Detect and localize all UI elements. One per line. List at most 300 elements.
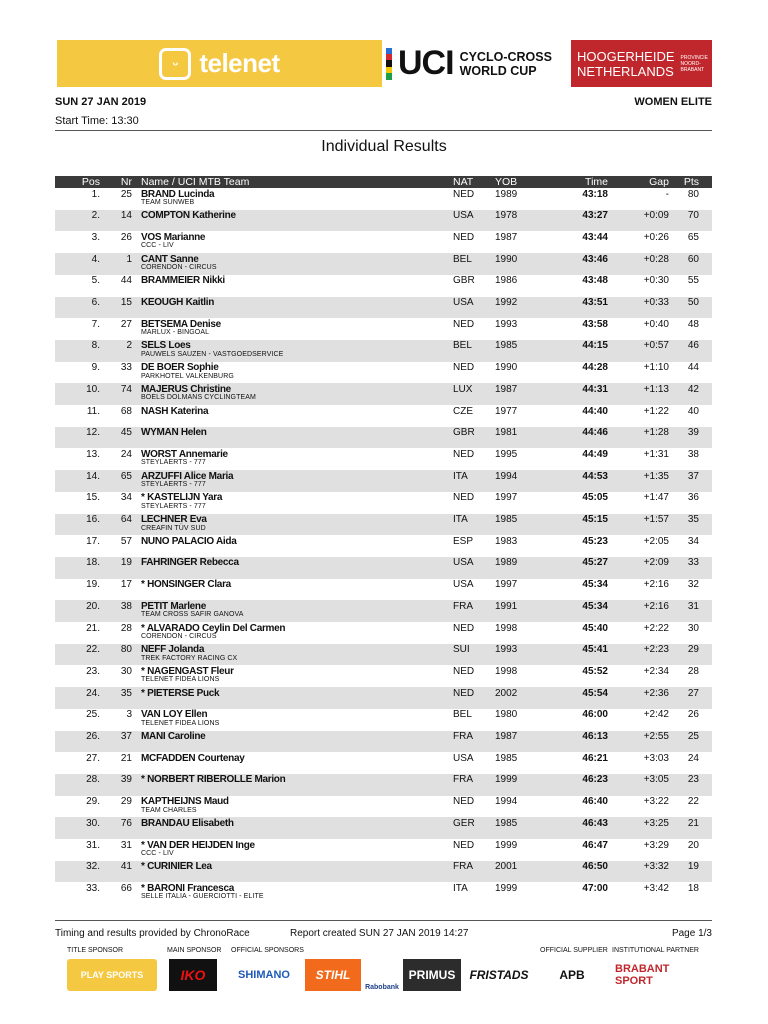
row-pts: 21 [687,817,699,829]
row-yob: 1999 [495,882,518,894]
row-nat: SUI [453,644,470,656]
row-name: ARZUFFI Alice Maria [141,470,234,482]
row-gap: +0:09 [643,210,669,222]
row-nat: NED [453,231,475,243]
row-nat: ITA [453,882,468,894]
row-name: * HONSINGER Clara [141,579,231,591]
row-nat: ITA [453,514,468,525]
row-nr: 33 [120,362,132,374]
table-row [55,882,712,904]
row-time: 46:47 [582,839,608,851]
row-gap: +0:30 [643,275,669,287]
apb-logo: APB [559,968,585,982]
row-nr: 24 [120,448,132,460]
row-pts: 34 [687,535,699,547]
row-time: 46:43 [582,817,608,829]
row-nat: FRA [453,731,473,742]
row-yob: 1978 [495,210,518,222]
row-nr: 34 [120,492,132,504]
row-team: STEYLAERTS - 777 [141,481,206,489]
playsports-logo: PLAY SPORTS [67,959,157,991]
row-time: 43:46 [582,253,608,265]
row-time: 44:46 [582,427,608,439]
row-pos: 23. [86,665,100,677]
table-row [55,297,712,319]
row-nat: NED [453,622,475,634]
row-nr: 1 [126,253,132,265]
row-pts: 27 [687,687,699,699]
row-nat: NED [453,839,475,851]
row-yob: 1994 [495,470,518,482]
row-nr: 65 [120,470,132,482]
row-nr: 25 [120,188,132,200]
row-nr: 57 [120,535,132,547]
row-gap: +2:16 [643,600,669,612]
row-gap: +2:05 [643,535,669,547]
row-team: PAUWELS SAUZEN - VASTGOEDSERVICE [141,350,284,358]
table-row [55,709,712,731]
table-row [55,731,712,753]
row-pts: 35 [687,514,699,525]
row-pos: 16. [86,514,100,525]
row-gap: +2:55 [643,731,669,742]
brabant-sport-logo: BRABANT SPORT [615,963,670,987]
row-yob: 1999 [495,774,518,786]
row-name: BRANDAU Elisabeth [141,817,234,829]
row-nr: 37 [120,731,132,742]
header-banner [57,40,712,87]
col-pos: Pos [81,176,100,188]
row-pts: 70 [687,210,699,222]
row-team: CORENDON - CIRCUS [141,264,217,272]
row-pts: 46 [687,340,699,352]
row-pts: 37 [687,470,699,482]
sponsor-label-title: TITLE SPONSOR [67,947,124,954]
row-nr: 26 [120,231,132,243]
row-pos: 14. [86,470,100,482]
row-pts: 18 [687,882,699,894]
row-pos: 8. [91,340,100,352]
report-created: Report created SUN 27 JAN 2019 14:27 [290,928,469,939]
venue-line-1: HOOGERHEIDE [577,48,675,64]
row-pos: 32. [86,861,100,873]
row-team: TEAM CHARLES [141,806,197,814]
row-nat: NED [453,362,475,374]
row-name: COMPTON Katherine [141,210,236,222]
row-gap: +1:13 [643,383,669,395]
row-name: KEOUGH Kaitlin [141,297,215,308]
table-row [55,622,712,644]
col-nat: NAT [453,176,474,188]
row-team: TELENET FIDEA LIONS [141,676,220,684]
sponsor-label-supplier: OFFICIAL SUPPLIER [540,947,608,954]
row-gap: +0:28 [643,253,669,265]
row-yob: 1990 [495,362,518,374]
row-gap: +1:10 [643,362,669,374]
row-pos: 15. [86,492,100,504]
table-row [55,188,712,210]
table-row [55,448,712,470]
col-gap: Gap [649,176,669,188]
row-pts: 23 [687,774,699,786]
row-gap: +2:34 [643,665,669,677]
row-yob: 1995 [495,448,518,460]
row-name: BRAND Lucinda [141,188,215,200]
row-pts: 20 [687,839,699,851]
row-gap: +3:22 [643,796,669,808]
page-number: Page 1/3 [671,928,712,939]
row-yob: 1998 [495,665,518,677]
table-row [55,470,712,492]
telenet-banner [57,40,382,87]
row-nat: FRA [453,861,473,873]
row-team: STEYLAERTS - 777 [141,459,206,467]
row-nr: 27 [120,318,132,330]
row-nat: NED [453,188,475,200]
row-gap: +0:57 [643,340,669,352]
row-nr: 19 [120,557,132,569]
col-name: Name / UCI MTB Team [141,176,250,188]
row-pts: 50 [687,297,699,308]
row-pos: 22. [86,644,100,656]
row-nat: BEL [453,253,472,265]
row-name: CANT Sanne [141,253,199,265]
row-time: 45:05 [582,492,608,504]
sponsor-label-institutional: INSTITUTIONAL PARTNER [612,947,699,954]
table-row [55,362,712,384]
row-gap: +1:47 [643,492,669,504]
row-pts: 36 [687,492,699,504]
header-divider [55,130,712,131]
row-name: PETIT Marlene [141,600,207,612]
row-name: VAN LOY Ellen [141,709,208,721]
row-nat: NED [453,448,475,460]
row-name: WYMAN Helen [141,427,207,439]
row-gap: +3:05 [643,774,669,786]
row-nat: NED [453,796,475,808]
row-yob: 1997 [495,579,518,591]
col-yob: YOB [495,176,518,188]
row-yob: 1991 [495,600,518,612]
row-nr: 68 [120,405,132,417]
row-gap: +2:36 [643,687,669,699]
row-pts: 29 [687,644,699,656]
row-gap: +1:28 [643,427,669,439]
row-name: * VAN DER HEIJDEN Inge [141,839,255,851]
race-date: SUN 27 JAN 2019 [55,96,147,108]
table-row [55,318,712,340]
table-row [55,687,712,709]
row-time: 43:27 [582,210,608,222]
sponsor-label-official: OFFICIAL SPONSORS [231,947,304,954]
category-label: WOMEN ELITE [634,96,712,108]
table-row [55,210,712,232]
row-yob: 1986 [495,275,518,287]
row-team: MARLUX - BINGOAL [141,329,210,337]
row-pts: 40 [687,405,699,417]
row-nat: USA [453,297,474,308]
table-row [55,644,712,666]
row-pos: 29. [86,796,100,808]
row-yob: 1989 [495,188,518,200]
col-time: Time [585,176,608,188]
footer-divider [55,920,712,921]
page-title: Individual Results [321,138,447,155]
row-pts: 22 [687,796,699,808]
row-yob: 1977 [495,405,518,417]
row-pos: 1. [91,188,100,200]
row-nat: GBR [453,427,475,439]
row-gap: +3:42 [643,882,669,894]
row-time: 44:40 [582,405,608,417]
row-yob: 1994 [495,796,518,808]
row-time: 43:48 [582,275,608,287]
row-gap: +3:32 [643,861,669,873]
row-pos: 24. [86,687,100,699]
row-time: 44:28 [582,362,608,374]
row-time: 44:15 [582,340,608,352]
row-time: 45:40 [582,622,608,634]
col-nr: Nr [120,176,132,188]
table-row [55,275,712,297]
row-pts: 30 [687,622,699,634]
row-nat: ITA [453,470,468,482]
table-row [55,557,712,579]
row-nr: 41 [120,861,132,873]
row-pos: 4. [91,253,100,265]
table-row [55,752,712,774]
row-gap: +1:35 [643,470,669,482]
province-line-2: NOORD-BRABANT [680,60,705,73]
row-pos: 10. [86,383,100,395]
row-name: NASH Katerina [141,405,209,417]
row-nr: 45 [120,427,132,439]
row-pos: 19. [86,579,100,591]
table-row [55,492,712,514]
row-time: 43:58 [582,318,608,330]
row-pos: 12. [86,427,100,439]
row-nr: 14 [120,210,132,222]
row-gap: +3:29 [643,839,669,851]
row-team: TELENET FIDEA LIONS [141,719,220,727]
primus-logo: PRIMUS [403,959,461,991]
row-time: 44:53 [582,470,608,482]
row-gap: +1:57 [643,514,669,525]
row-nat: NED [453,318,475,330]
row-pos: 20. [86,600,100,612]
row-yob: 1985 [495,752,518,764]
row-team: TREK FACTORY RACING CX [141,654,238,662]
row-pts: 24 [687,752,699,764]
row-time: 45:41 [582,644,608,656]
row-nr: 15 [120,297,132,308]
row-pos: 26. [86,731,100,742]
row-time: 44:49 [582,448,608,460]
row-pos: 7. [91,318,100,330]
rabobank-logo: Rabobank [365,984,399,991]
row-pos: 2. [91,210,100,222]
row-nr: 66 [120,882,132,894]
row-time: 43:51 [582,297,608,308]
row-name: MANI Caroline [141,731,206,742]
row-nat: NED [453,665,475,677]
row-time: 46:00 [582,709,608,721]
table-row [55,405,712,427]
row-yob: 1990 [495,253,518,265]
uci-logo-block [382,40,571,87]
row-name: NUNO PALACIO Aida [141,535,237,547]
row-pos: 25. [86,709,100,721]
uci-rainbow-icon [386,48,392,80]
row-name: VOS Marianne [141,231,206,243]
table-row [55,340,712,362]
row-yob: 1989 [495,557,518,569]
wc-line-1: CYCLO-CROSS [459,49,552,64]
row-pts: 55 [687,275,699,287]
row-name: BRAMMEIER Nikki [141,275,225,287]
row-pos: 3. [91,231,100,243]
row-time: 46:21 [582,752,608,764]
row-team: STEYLAERTS - 777 [141,502,206,510]
row-pos: 28. [86,774,100,786]
row-time: 45:15 [582,514,608,525]
row-pos: 30. [86,817,100,829]
row-nr: 2 [126,340,132,352]
row-nat: FRA [453,600,473,612]
row-name: MCFADDEN Courtenay [141,752,245,764]
row-yob: 1980 [495,709,518,721]
row-yob: 1985 [495,514,518,525]
row-time: 45:23 [582,535,608,547]
row-pos: 9. [91,362,100,374]
row-team: BOELS DOLMANS CYCLINGTEAM [141,394,256,402]
row-name: * NORBERT RIBEROLLE Marion [141,774,286,786]
table-row [55,861,712,883]
row-nr: 21 [120,752,132,764]
row-name: * ALVARADO Ceylin Del Carmen [141,622,286,634]
row-pts: 39 [687,427,699,439]
row-pts: 42 [687,383,699,395]
row-nat: FRA [453,774,473,786]
row-nr: 74 [120,383,132,395]
shimano-logo: SHIMANO [238,969,290,981]
row-pos: 6. [91,297,100,308]
row-yob: 1987 [495,731,518,742]
row-pts: 38 [687,448,699,460]
row-yob: 1983 [495,535,518,547]
wc-line-2: WORLD CUP [459,63,537,78]
row-name: * BARONI Francesca [141,882,234,894]
row-nat: NED [453,687,475,699]
row-name: BETSEMA Denise [141,318,221,330]
row-time: 46:40 [582,796,608,808]
venue-banner [571,40,712,87]
row-yob: 2001 [495,861,518,873]
row-gap: +3:03 [643,752,669,764]
row-nr: 38 [120,600,132,612]
row-pos: 17. [86,535,100,547]
row-name: MAJERUS Christine [141,383,231,395]
row-time: 45:52 [582,665,608,677]
row-gap: +1:31 [643,448,669,460]
table-row [55,817,712,839]
row-gap: - [665,188,669,200]
row-time: 43:44 [582,231,608,243]
row-team: CORENDON - CIRCUS [141,633,217,640]
row-yob: 1992 [495,297,518,308]
row-nat: USA [453,579,474,591]
row-pts: 44 [687,362,699,374]
row-nr: 44 [120,275,132,287]
row-team: TEAM SUNWEB [141,199,195,206]
row-pts: 80 [687,188,699,200]
venue-label [577,49,675,79]
fristads-logo: FRISTADS [469,968,529,982]
row-gap: +2:23 [643,644,669,656]
row-pos: 21. [86,622,100,634]
row-pts: 60 [687,253,699,265]
province-label [681,55,712,73]
row-gap: +0:33 [643,297,669,308]
table-row [55,253,712,275]
row-pos: 27. [86,752,100,764]
results-table-header [55,176,712,188]
row-name: * PIETERSE Puck [141,687,220,699]
row-pts: 32 [687,579,699,591]
row-yob: 1985 [495,340,518,352]
row-yob: 1997 [495,492,518,504]
iko-logo: IKO [169,959,217,991]
table-row [55,665,712,687]
row-time: 43:18 [582,188,608,200]
row-team: SELLE ITALIA - GUERCIOTTI - ELITE [141,893,264,901]
row-pts: 33 [687,557,699,569]
telenet-logo: telenet [199,48,280,78]
row-pts: 65 [687,231,699,243]
table-row [55,514,712,536]
row-pos: 33. [86,882,100,894]
row-name: NEFF Jolanda [141,644,205,656]
row-gap: +0:26 [643,231,669,243]
row-yob: 1999 [495,839,518,851]
row-pos: 18. [86,557,100,569]
row-nat: USA [453,210,474,222]
row-time: 46:50 [582,861,608,873]
row-team: CCC - LIV [141,850,174,857]
row-nr: 30 [120,665,132,677]
table-row [55,231,712,253]
row-pos: 5. [91,275,100,287]
row-time: 45:27 [582,557,608,569]
row-yob: 2002 [495,687,518,699]
row-nat: LUX [453,383,473,395]
table-row [55,579,712,601]
row-yob: 1993 [495,644,518,656]
row-nr: 3 [126,709,132,721]
uci-logo: UCI [398,44,454,82]
row-yob: 1987 [495,231,518,243]
row-time: 44:31 [582,383,608,395]
venue-line-2: NETHERLANDS [577,63,674,79]
row-pts: 26 [687,709,699,721]
world-cup-label [460,50,552,78]
row-pts: 48 [687,318,699,330]
row-pos: 11. [86,405,100,417]
row-nr: 39 [120,774,132,786]
row-gap: +3:25 [643,817,669,829]
row-nat: BEL [453,340,472,352]
timing-credit: Timing and results provided by ChronoRace [55,928,250,939]
